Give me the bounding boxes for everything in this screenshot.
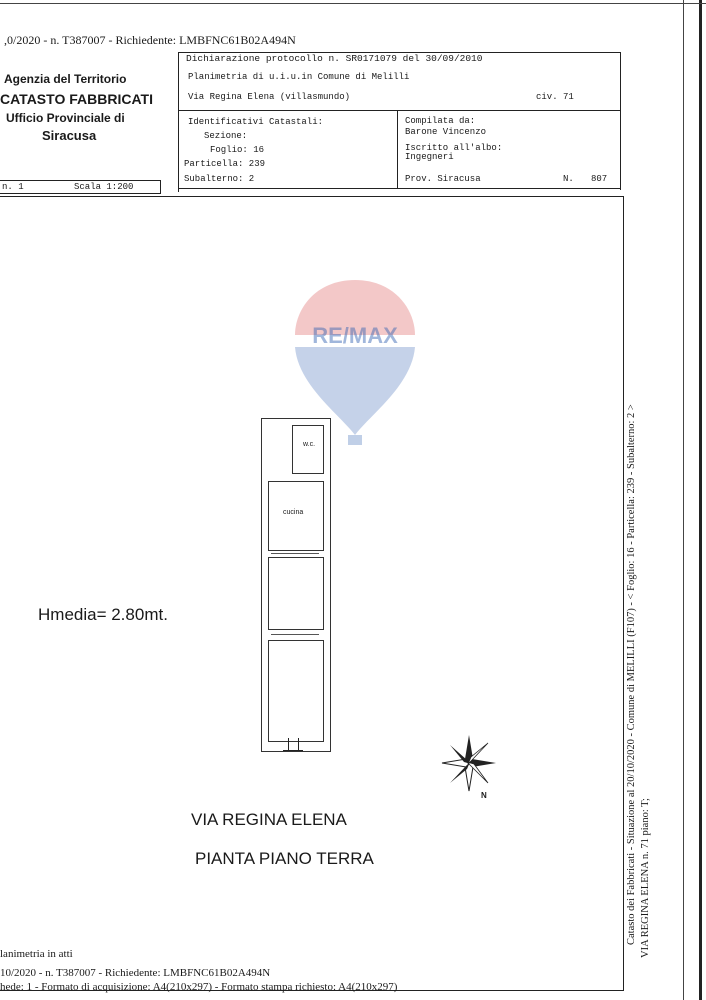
- civic-number: civ. 71: [536, 92, 574, 102]
- side-cadastral-info: Catasto dei Fabbricati - Situazione al 20/10/2020 - Comune di MELILLI (F107) - < Foglio: 16 - Particella: 239 - Subalterno: 2 >: [626, 404, 637, 945]
- identificativi-title: Identificativi Catastali:: [188, 117, 324, 127]
- prov-label: Prov. Siracusa: [405, 174, 481, 184]
- side-address-info: VIA REGINA ELENA n. 71 piano: T;: [640, 798, 651, 958]
- office-label: Ufficio Provinciale di: [6, 111, 125, 125]
- office-city: Siracusa: [42, 128, 97, 143]
- header-box-left: [178, 52, 179, 192]
- average-height-label: Hmedia= 2.80mt.: [38, 605, 168, 624]
- page-edge: [699, 0, 702, 1000]
- header-request-line: ,0/2020 - n. T387007 - Richiedente: LMBFNC61B02A494N: [4, 33, 296, 47]
- room-wc: [292, 425, 324, 474]
- page-border-top: [0, 3, 706, 4]
- planimetria-title: Planimetria di u.i.u.in Comune di Melilli: [188, 72, 410, 82]
- catasto-title: CATASTO FABBRICATI: [0, 91, 153, 107]
- doorway-mark-1: [271, 553, 319, 554]
- room-front: [268, 640, 324, 742]
- scale-row-top: [0, 180, 160, 181]
- sezione-label: Sezione:: [204, 131, 248, 141]
- footer-format: hede: 1 - Formato di acquisizione: A4(210x297) - Formato stampa richiesto: A4(210x297): [0, 981, 398, 993]
- n-value: 807: [591, 174, 608, 184]
- frame-top: [0, 196, 624, 197]
- entrance-door-left: [288, 738, 289, 750]
- scheda-number: n. 1: [2, 182, 24, 192]
- footer-planimetria: lanimetria in atti: [0, 948, 73, 960]
- declaration-protocol: Dichiarazione protocollo n. SR0171079 del 30/09/2010: [186, 53, 483, 64]
- particella-label: Particella: 239: [184, 159, 266, 169]
- remax-text: RE/MAX: [312, 323, 398, 348]
- entrance-mark: [283, 750, 303, 751]
- albo-label: Iscritto all'albo:: [405, 143, 503, 153]
- street-name: VIA REGINA ELENA: [191, 810, 347, 829]
- scale-label: Scala 1:200: [74, 182, 134, 192]
- north-label: N: [481, 791, 487, 800]
- doorway-mark-2: [271, 634, 319, 635]
- frame-right: [623, 196, 624, 990]
- compilata-title: Compilata da:: [405, 116, 476, 126]
- compass-rose-icon: [440, 733, 498, 795]
- albo-value: Ingegneri: [405, 152, 454, 162]
- footer-request: 10/2020 - n. T387007 - Richiedente: LMBFNC61B02A494N: [0, 967, 271, 979]
- header-box-right: [620, 52, 621, 190]
- n-label: N.: [563, 174, 574, 184]
- room-kitchen: [268, 481, 324, 551]
- kitchen-label: cucina: [283, 509, 304, 516]
- header-box-col-divider: [397, 110, 398, 188]
- foglio-label: Foglio: 16: [210, 145, 265, 155]
- address-line: Via Regina Elena (villasmundo): [188, 92, 351, 102]
- scale-row-bottom: [0, 193, 160, 194]
- header-box-bottom: [178, 188, 620, 189]
- compilata-name: Barone Vincenzo: [405, 127, 487, 137]
- agency-name: Agenzia del Territorio: [4, 72, 127, 86]
- scale-row-end: [160, 180, 161, 194]
- entrance-door-right: [298, 738, 299, 750]
- subalterno-label: Subalterno: 2: [184, 174, 255, 184]
- floor-title: PIANTA PIANO TERRA: [195, 849, 374, 868]
- header-box-divider: [178, 110, 620, 111]
- wc-label: w.c.: [303, 441, 316, 448]
- page-border-right: [683, 0, 684, 1000]
- room-middle: [268, 557, 324, 630]
